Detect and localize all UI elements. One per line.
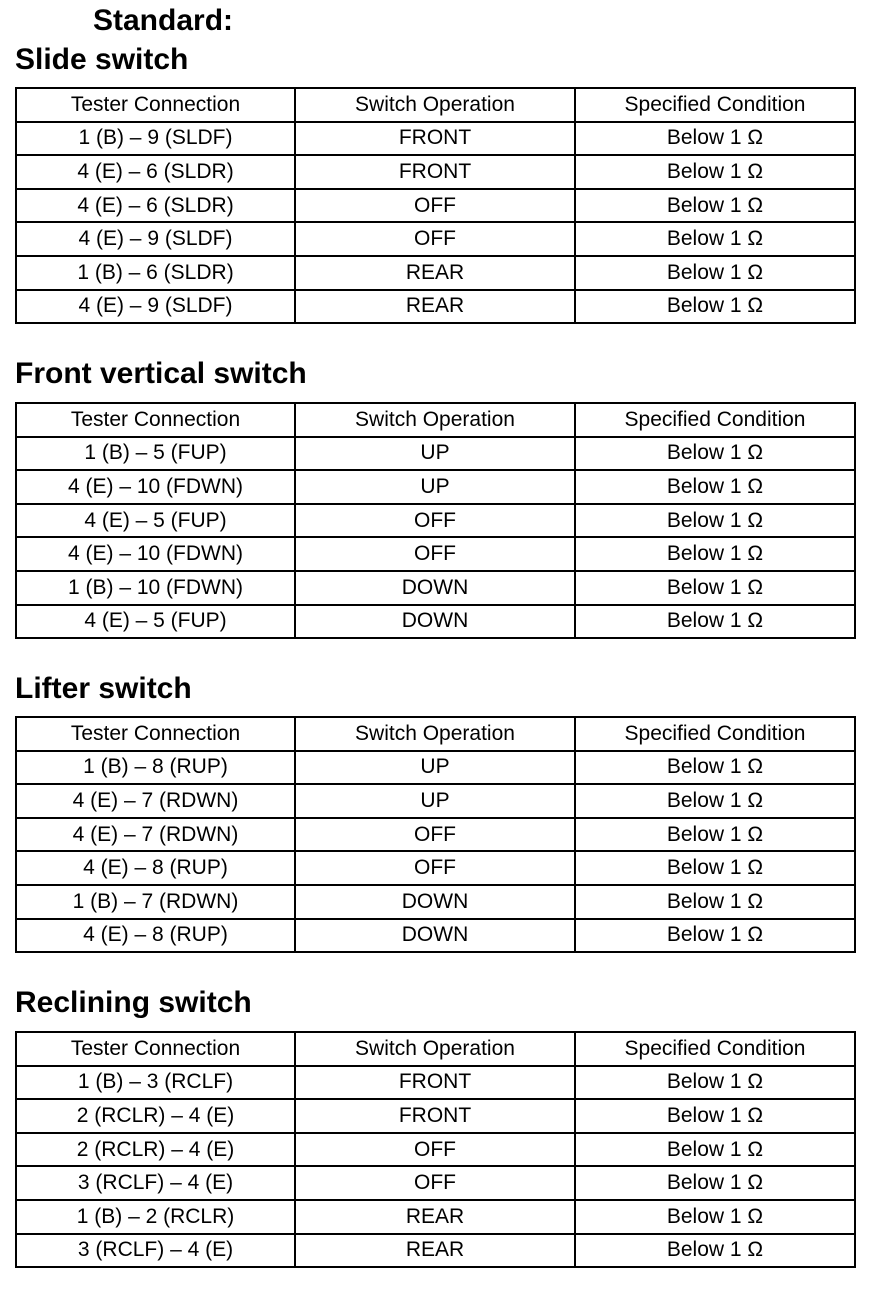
specified-condition-cell: Below 1 Ω [575,470,855,504]
column-header-specified-condition: Specified Condition [575,1032,855,1066]
table-row [16,222,855,256]
switch-operation-cell: UP [295,470,575,504]
table-row [16,290,855,324]
table-row [16,437,855,471]
section-title-reclining-switch: Reclining switch [15,986,252,1019]
table-header-row [16,88,855,122]
switch-operation-cell: OFF [295,1133,575,1167]
table-header-row [16,1032,855,1066]
table-row [16,818,855,852]
table-row [16,1166,855,1200]
switch-operation-cell: FRONT [295,1066,575,1100]
section-title-front-vertical-switch: Front vertical switch [15,357,307,390]
switch-operation-cell: DOWN [295,919,575,953]
slide-switch-table [15,87,856,324]
column-header-tester-connection: Tester Connection [16,403,295,437]
table-row [16,470,855,504]
table-row [16,122,855,156]
specified-condition-cell: Below 1 Ω [575,189,855,223]
specified-condition-cell: Below 1 Ω [575,437,855,471]
tester-connection-cell: 2 (RCLR) – 4 (E) [16,1133,295,1167]
switch-operation-cell: OFF [295,504,575,538]
table-row [16,189,855,223]
tester-connection-cell: 4 (E) – 7 (RDWN) [16,784,295,818]
specified-condition-cell: Below 1 Ω [575,784,855,818]
specified-condition-cell: Below 1 Ω [575,1066,855,1100]
switch-operation-cell: OFF [295,222,575,256]
table-row [16,537,855,571]
lifter-switch-table [15,716,856,953]
tester-connection-cell: 1 (B) – 3 (RCLF) [16,1066,295,1100]
specified-condition-cell: Below 1 Ω [575,504,855,538]
table-row [16,1133,855,1167]
column-header-switch-operation: Switch Operation [295,403,575,437]
switch-operation-cell: OFF [295,189,575,223]
tester-connection-cell: 4 (E) – 9 (SLDF) [16,222,295,256]
table-row [16,504,855,538]
column-header-specified-condition: Specified Condition [575,717,855,751]
reclining-switch-table [15,1031,856,1268]
switch-operation-cell: REAR [295,1200,575,1234]
switch-operation-cell: OFF [295,818,575,852]
column-header-switch-operation: Switch Operation [295,1032,575,1066]
specified-condition-cell: Below 1 Ω [575,818,855,852]
switch-operation-cell: FRONT [295,155,575,189]
tester-connection-cell: 2 (RCLR) – 4 (E) [16,1099,295,1133]
column-header-tester-connection: Tester Connection [16,88,295,122]
switch-operation-cell: UP [295,751,575,785]
column-header-switch-operation: Switch Operation [295,88,575,122]
tester-connection-cell: 4 (E) – 5 (FUP) [16,605,295,639]
tester-connection-cell: 1 (B) – 5 (FUP) [16,437,295,471]
column-header-specified-condition: Specified Condition [575,403,855,437]
switch-operation-cell: UP [295,437,575,471]
tester-connection-cell: 4 (E) – 7 (RDWN) [16,818,295,852]
section-title-slide-switch: Slide switch [15,43,189,76]
tester-connection-cell: 4 (E) – 10 (FDWN) [16,537,295,571]
switch-operation-cell: OFF [295,851,575,885]
switch-operation-cell: REAR [295,1234,575,1268]
specified-condition-cell: Below 1 Ω [575,571,855,605]
tester-connection-cell: 3 (RCLF) – 4 (E) [16,1234,295,1268]
table-row [16,605,855,639]
specified-condition-cell: Below 1 Ω [575,605,855,639]
specified-condition-cell: Below 1 Ω [575,290,855,324]
table-row [16,1234,855,1268]
specified-condition-cell: Below 1 Ω [575,122,855,156]
tester-connection-cell: 1 (B) – 10 (FDWN) [16,571,295,605]
column-header-tester-connection: Tester Connection [16,717,295,751]
tester-connection-cell: 4 (E) – 8 (RUP) [16,919,295,953]
tester-connection-cell: 4 (E) – 10 (FDWN) [16,470,295,504]
table-row [16,1200,855,1234]
specified-condition-cell: Below 1 Ω [575,751,855,785]
column-header-specified-condition: Specified Condition [575,88,855,122]
tester-connection-cell: 1 (B) – 7 (RDWN) [16,885,295,919]
specified-condition-cell: Below 1 Ω [575,537,855,571]
specified-condition-cell: Below 1 Ω [575,256,855,290]
switch-operation-cell: OFF [295,1166,575,1200]
specified-condition-cell: Below 1 Ω [575,1234,855,1268]
table-row [16,256,855,290]
table-header-row [16,717,855,751]
table-row [16,851,855,885]
switch-operation-cell: DOWN [295,571,575,605]
standard-heading: Standard: [93,4,234,37]
specified-condition-cell: Below 1 Ω [575,222,855,256]
switch-operation-cell: REAR [295,256,575,290]
table-row [16,1099,855,1133]
table-row [16,155,855,189]
switch-operation-cell: OFF [295,537,575,571]
switch-operation-cell: FRONT [295,122,575,156]
tester-connection-cell: 4 (E) – 8 (RUP) [16,851,295,885]
tester-connection-cell: 1 (B) – 9 (SLDF) [16,122,295,156]
tester-connection-cell: 4 (E) – 5 (FUP) [16,504,295,538]
specified-condition-cell: Below 1 Ω [575,1200,855,1234]
specified-condition-cell: Below 1 Ω [575,885,855,919]
switch-operation-cell: UP [295,784,575,818]
table-row [16,919,855,953]
section-title-lifter-switch: Lifter switch [15,672,192,705]
tester-connection-cell: 1 (B) – 8 (RUP) [16,751,295,785]
tester-connection-cell: 1 (B) – 6 (SLDR) [16,256,295,290]
tester-connection-cell: 1 (B) – 2 (RCLR) [16,1200,295,1234]
specified-condition-cell: Below 1 Ω [575,155,855,189]
specified-condition-cell: Below 1 Ω [575,1133,855,1167]
tester-connection-cell: 3 (RCLF) – 4 (E) [16,1166,295,1200]
table-row [16,571,855,605]
switch-operation-cell: REAR [295,290,575,324]
switch-operation-cell: DOWN [295,885,575,919]
tester-connection-cell: 4 (E) – 6 (SLDR) [16,155,295,189]
column-header-tester-connection: Tester Connection [16,1032,295,1066]
column-header-switch-operation: Switch Operation [295,717,575,751]
tester-connection-cell: 4 (E) – 6 (SLDR) [16,189,295,223]
table-row [16,885,855,919]
table-row [16,1066,855,1100]
specified-condition-cell: Below 1 Ω [575,919,855,953]
specified-condition-cell: Below 1 Ω [575,1099,855,1133]
switch-operation-cell: DOWN [295,605,575,639]
front-vertical-switch-table [15,402,856,639]
specified-condition-cell: Below 1 Ω [575,1166,855,1200]
table-header-row [16,403,855,437]
specified-condition-cell: Below 1 Ω [575,851,855,885]
tester-connection-cell: 4 (E) – 9 (SLDF) [16,290,295,324]
table-row [16,784,855,818]
table-row [16,751,855,785]
switch-operation-cell: FRONT [295,1099,575,1133]
